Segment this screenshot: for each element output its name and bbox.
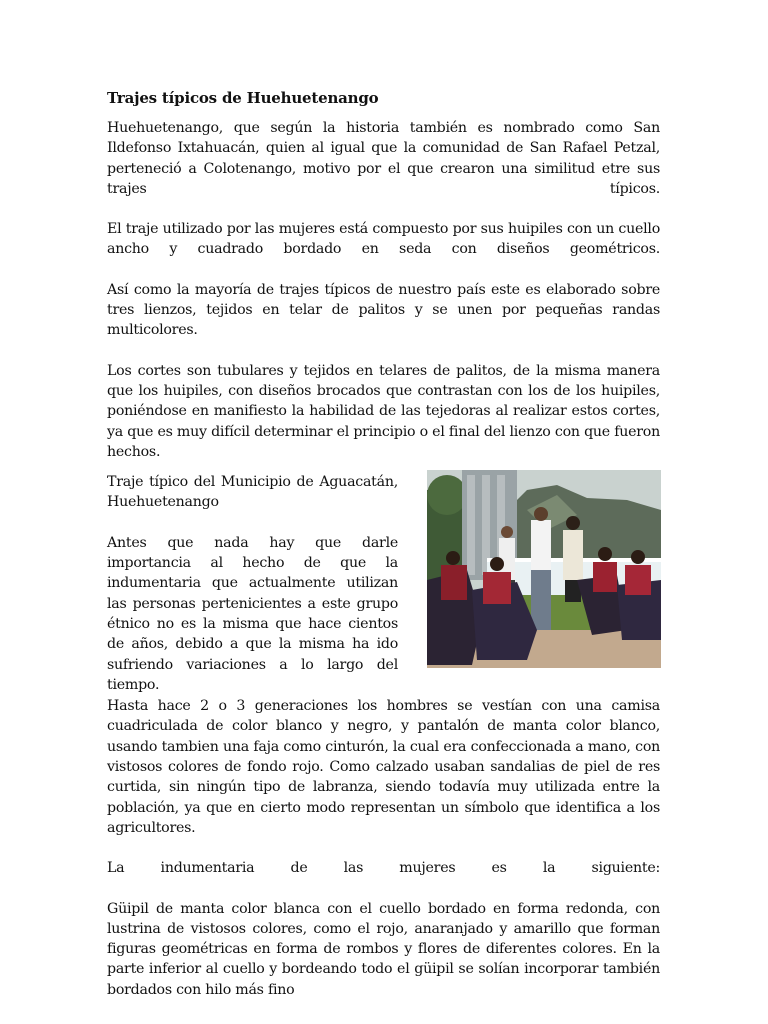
paragraph-2: El traje utilizado por las mujeres está compuesto por sus huipiles con un cuello ancho y cuadrado bordado en seda con diseños geométricos.	[107, 221, 660, 258]
side-paragraph: Antes que nada hay que darle importancia al hecho de que la indumentaria que actualmente utilizan las personas pertenicientes a este grupo étnico no es la misma que hace cientos de años, debido a que la misma ha ido sufriendo variaciones a lo largo del tiempo.	[107, 534, 398, 693]
paragraph-5: Hasta hace 2 o 3 generaciones los hombres se vestían con una camisa cuadriculada de color blanco y negro, y pantalón de manta color blanco, usando tambien una faja como cinturón, la cual era confeccionada a mano, con vistosos colores de fondo rojo. Como calzado usaban sandalias de piel de res curtida, sin ningún tipo de labranza, siendo todavía muy utilizada entre la población, ya que en cierto modo representan un símbolo que identifica a los agricultores.	[107, 698, 660, 836]
paragraph-6: La indumentaria de las mujeres es la siguiente:	[107, 860, 660, 877]
document-body	[107, 88, 660, 1020]
document-title: Trajes típicos de Huehuetenango	[107, 89, 379, 107]
paragraph-3: Así como la mayoría de trajes típicos de nuestro país este es elaborado sobre tres lienzos, tejidos en telar de palitos y se unen por pequeñas randas multicolores.	[107, 281, 660, 339]
paragraph-4: Los cortes son tubulares y tejidos en telares de palitos, de la misma manera que los huipiles, con diseños brocados que contrastan con los de los huipiles, poniéndose en manifiesto la habilidad de las tejedoras al realizar estos cortes, ya que es muy difícil determinar el principio o el final del lienzo con que fueron hechos.	[107, 362, 660, 460]
group-photo	[427, 470, 661, 668]
side-heading: Traje típico del Municipio de Aguacatán, Huehuetenango	[107, 474, 398, 511]
paragraph-7: Güipil de manta color blanca con el cuello bordado en forma redonda, con lustrina de vistosos colores, como el rojo, anaranjado y amarillo que forman figuras geométricas en forma de rombos y flores de diferentes colores. En la parte inferior al cuello y bordeando todo el güipil se solían incorporar también bordados con hilo más fino	[107, 900, 660, 998]
paragraph-1: Huehuetenango, que según la historia también es nombrado como San Ildefonso Ixtahuacán, quien al igual que la comunidad de San Rafael Petzal, perteneció a Colotenango, motivo por el que crearon una similitud etre sus trajes típicos.	[107, 120, 660, 197]
side-text	[107, 472, 398, 715]
photo-section	[107, 472, 660, 693]
